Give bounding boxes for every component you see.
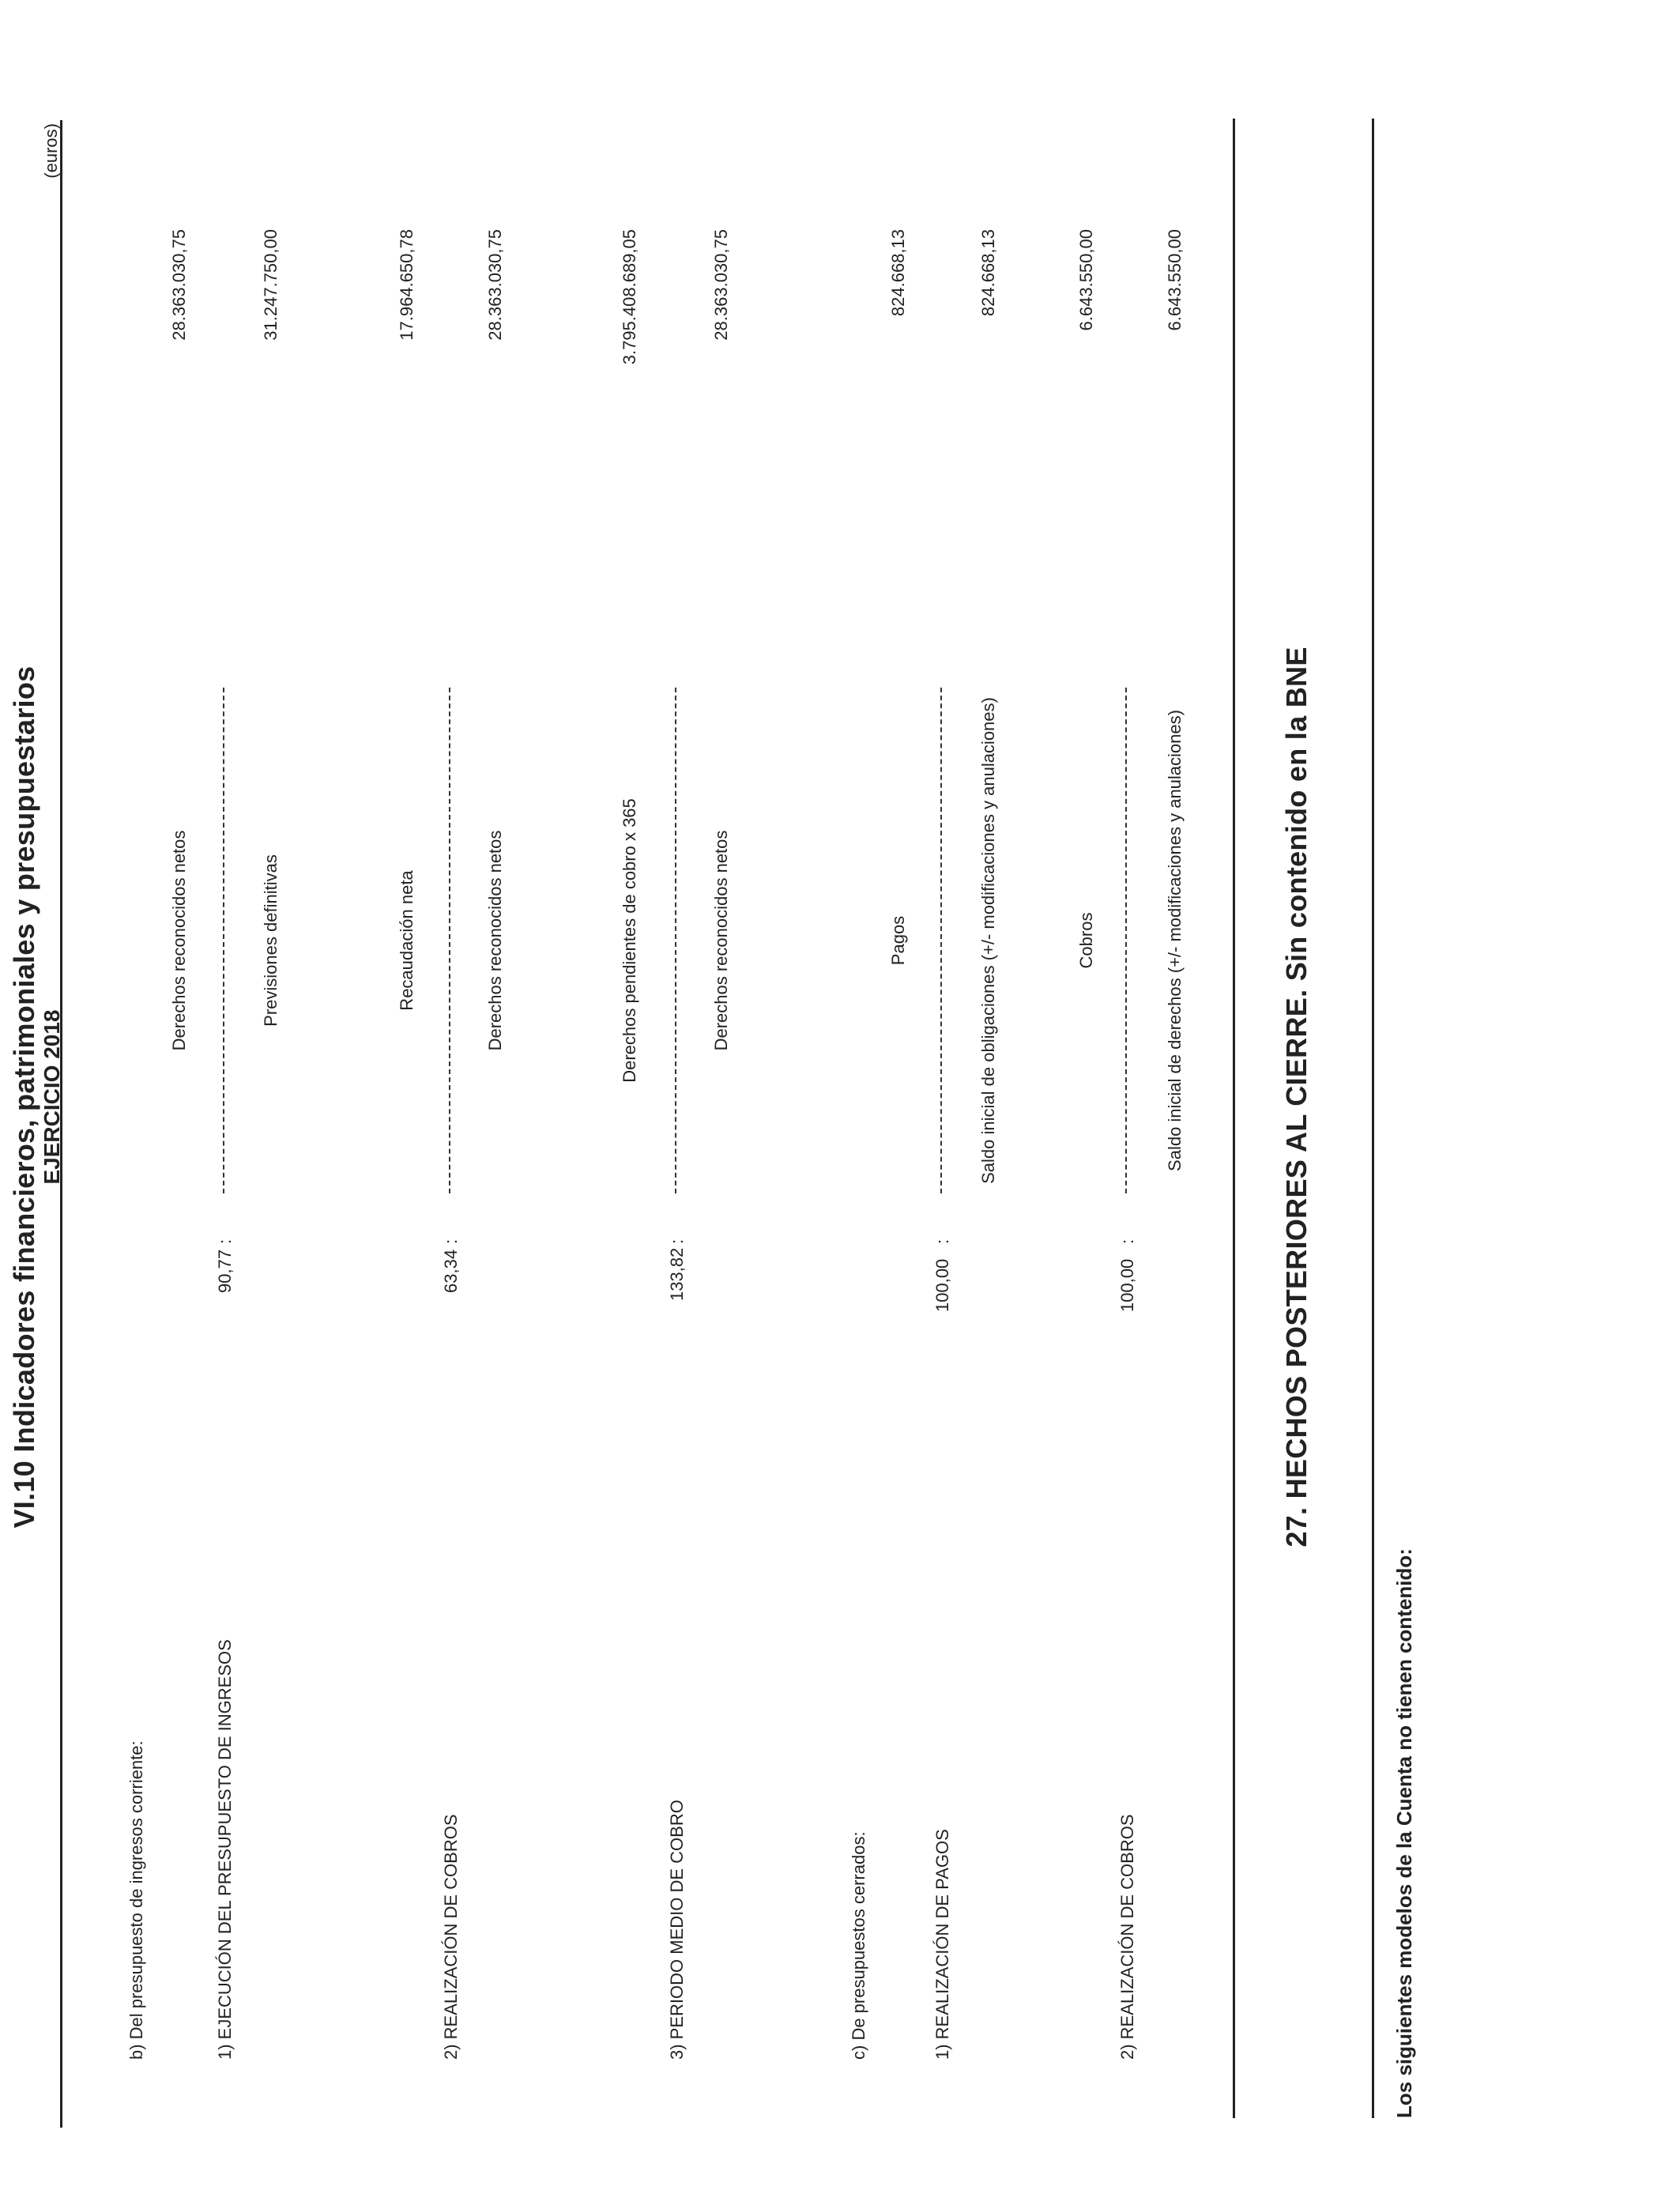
numerator-label: Derechos reconocidos netos (169, 830, 189, 1051)
indicator-colon: : (441, 1238, 461, 1244)
indicator-label: 1) EJECUCIÓN DEL PRESUPUESTO DE INGRESOS (215, 1639, 235, 2060)
denominator-label: Saldo inicial de derechos (+/- modificaciones y anulaciones) (1165, 710, 1185, 1171)
indicator-label: 2) REALIZACIÓN DE COBROS (441, 1814, 461, 2060)
numerator-value: 3.795.408.689,05 (620, 229, 639, 365)
indicator-colon: : (215, 1238, 235, 1244)
numerator-value: 17.964.650,78 (397, 229, 416, 341)
denominator-value: 28.363.030,75 (711, 229, 731, 341)
fraction-line (449, 688, 450, 1193)
indicator-colon: : (1117, 1238, 1137, 1244)
indicator-colon: : (667, 1238, 687, 1244)
denominator-label: Derechos reconocidos netos (485, 830, 505, 1051)
footer-note: Los siguientes modelos de la Cuenta no tienen contenido: (1392, 1548, 1416, 2118)
indicator-label: 3) PERIODO MEDIO DE COBRO (667, 1800, 687, 2060)
fraction-line (675, 688, 676, 1193)
denominator-label: Saldo inicial de obligaciones (+/- modificaciones y anulaciones) (978, 697, 998, 1184)
section-heading-ingresos-corriente: b) Del presupuesto de ingresos corriente: (126, 1740, 146, 2060)
numerator-label: Cobros (1076, 912, 1096, 969)
indicator-label: 2) REALIZACIÓN DE COBROS (1117, 1814, 1137, 2060)
numerator-value: 6.643.550,00 (1076, 229, 1096, 331)
indicator-ratio: 100,00 (932, 1258, 952, 1312)
indicator-ratio: 100,00 (1117, 1258, 1137, 1312)
indicator-colon: : (932, 1238, 952, 1244)
units-label: (euros) (41, 123, 61, 179)
section-27-rule (1233, 119, 1235, 2118)
numerator-label: Derechos pendientes de cobro x 365 (620, 798, 639, 1083)
section-heading-presupuestos-cerrados: c) De presupuestos cerrados: (849, 1831, 868, 2060)
fraction-line (223, 688, 224, 1193)
footer-rule (1372, 119, 1374, 2118)
indicator-ratio: 90,77 (215, 1249, 235, 1293)
page-subtitle: EJERCICIO 2018 (40, 1009, 64, 1185)
denominator-label: Previsiones definitivas (261, 854, 281, 1027)
numerator-label: Recaudación neta (397, 870, 416, 1011)
fraction-line (1125, 688, 1127, 1193)
fraction-line (940, 688, 942, 1193)
denominator-value: 31.247.750,00 (261, 229, 281, 341)
section-27-title: 27. HECHOS POSTERIORES AL CIERRE. Sin contenido en la BNE (1280, 647, 1313, 1547)
numerator-value: 824.668,13 (888, 229, 908, 317)
numerator-label: Pagos (888, 915, 908, 966)
indicator-label: 1) REALIZACIÓN DE PAGOS (932, 1829, 952, 2060)
denominator-value: 824.668,13 (978, 229, 998, 317)
indicator-ratio: 133,82 (667, 1247, 687, 1301)
denominator-label: Derechos reconocidos netos (711, 830, 731, 1051)
indicator-ratio: 63,34 (441, 1249, 461, 1293)
denominator-value: 6.643.550,00 (1165, 229, 1185, 331)
page-title: VI.10 Indicadores financieros, patrimoniales y presupuestarios (8, 665, 40, 1529)
header-rule (60, 120, 62, 2128)
numerator-value: 28.363.030,75 (169, 229, 189, 341)
denominator-value: 28.363.030,75 (485, 229, 505, 341)
